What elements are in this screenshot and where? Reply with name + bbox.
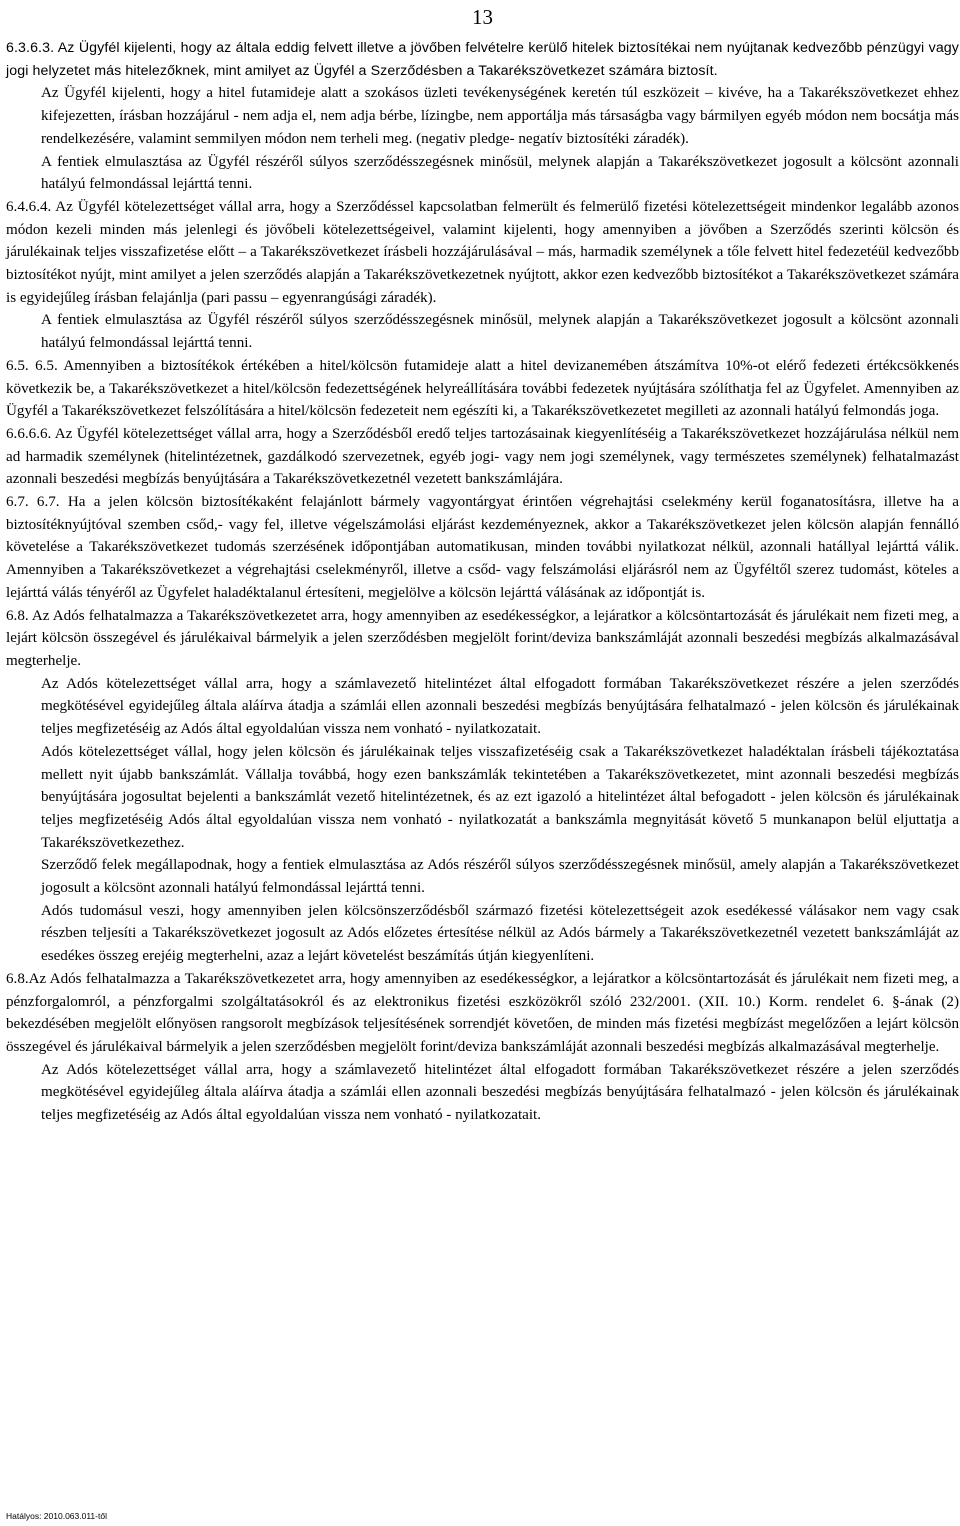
- document-body: [6, 37, 959, 1127]
- paragraph: Az Adós kötelezettséget vállal arra, hogy a számlavezető hitelintézet által elfogadott formában Takarékszövetkezet részére a jelen szerződés megkötésével egyidejűleg általa aláírva átadja a számlái ellen azonnali beszedési megbízás benyújtására felhatalmazó - jelen kölcsön és járulékainak teljes megfizetéséig az Adós által egyoldalúan vissza nem vonható - nyilatkozatait.: [41, 1061, 959, 1124]
- page-number: 13: [472, 5, 493, 29]
- paragraph: Szerződő felek megállapodnak, hogy a fentiek elmulasztása az Adós részéről súlyos szerződésszegésnek minősül, amely alapján a Takarékszövetkezet jogosult a kölcsönt azonnali hatályú felmondással lejárttá tenni.: [41, 857, 959, 897]
- paragraph: 6.8.Az Adós felhatalmazza a Takarékszövetkezetet arra, hogy amennyiben az esedékességkor, a lejáratkor a kölcsöntartozását és járulékait nem fizeti meg, a pénzforgalomról, a pénzforgalmi szolgáltatásokról és az elektronikus fizetési eszközökről szóló 232/2001. (XII. 10.) Korm. rendelet 6. §-ának (2) bekezdésében megjelölt előnyösen rangsorolt megbízások teljesítésének sorrendjét követően, de minden más fizetési megbízást megelőzően a lejárt kölcsön összegével és járulékaival bármelyik a jelen szerződésben megjelölt forint/deviza bankszámláját azonnali beszedési megbízás alkalmazásával megterhelje.: [6, 970, 959, 1055]
- paragraph: Az Ügyfél kijelenti, hogy a hitel futamideje alatt a szokásos üzleti tevékenységének keretén túl eszközeit – kivéve, ha a Takarékszövetkezet ehhez kifejezetten, írásban hozzájárul - nem adja el, nem adja bérbe, lízingbe, nem apportálja más társaságba vagy bármilyen egyéb módon nem bocsátja más rendelkezésére, valamint semmilyen módon nem terheli meg. (negativ pledge- negatív biztosítéki záradék).: [41, 85, 959, 147]
- paragraph: 6.4.6.4. Az Ügyfél kötelezettséget vállal arra, hogy a Szerződéssel kapcsolatban felmerült és felmerülő fizetési kötelezettségeit mindenkor legalább azonos módon kezeli minden más jelenlegi és jövőbeli kötelezettségeivel, valamint kijelenti, hogy amennyiben a jövőben a Szerződés szerinti kölcsön és járulékainak teljes visszafizetése előtt – a Takarékszövetkezet írásbeli hozzájárulásával – más, harmadik személynek a tőle felvett hitel fedezetéül kedvezőbb biztosítékot nyújt, mint amilyet a jelen szerződés alapján a Takarékszövetkezetnek nyújtott, akkor ezen kedvezőbb biztosítékot a Takarékszövetkezet számára is egyidejűleg írásban felajánlja (pari passu – egyenrangúsági záradék).: [6, 198, 959, 306]
- paragraph: Adós tudomásul veszi, hogy amennyiben jelen kölcsönszerződésből származó fizetési kötelezettségeit azok esedékessé válásakor nem vagy csak részben teljesíti a Takarékszövetkezet jogosult az Adós előzetes értesítése nélkül az Adós bármely a Takarékszövetkezetnél vezetett bankszámláját az esedékes összeg erejéig megterhelni, azaz a lejárt követelést beszámítás útján kiegyenlíteni.: [41, 902, 959, 965]
- footer-effective-date: Hatályos: 2010.063.011-től: [6, 1511, 107, 1521]
- paragraph: Adós kötelezettséget vállal, hogy jelen kölcsön és járulékainak teljes visszafizetéséig csak a Takarékszövetkezet haladéktalan írásbeli tájékoztatása mellett nyit újabb bankszámlát. Vállalja továbbá, hogy ezen bankszámlák tekintetében a Takarékszövetkezetet, mint azonnali beszedési megbízás benyújtására jogosultat bejelenti a bankszámlát vezető hitelintézetnek, és az ezt igazoló a hitelintézet által befogadott - jelen kölcsön és járulékainak teljes megfizetéséig Adós által egyoldalúan vissza nem vonható - nyilatkozatát a bankszámla megnyitását követő 5 munkanapon belül eljuttatja a Takarékszövetkezethez.: [41, 743, 959, 851]
- paragraph: 6.3.6.3. Az Ügyfél kijelenti, hogy az általa eddig felvett illetve a jövőben felvételre kerülő hitelek biztosítékai nem nyújtanak kedvezőbb pénzügyi vagy jogi helyzetet más hitelezőknek, mint amilyet az Ügyfél a Szerződésben a Takarékszövetkezet számára biztosít.: [6, 40, 959, 79]
- paragraph: A fentiek elmulasztása az Ügyfél részéről súlyos szerződésszegésnek minősül, melynek alapján a Takarékszövetkezet jogosult a kölcsönt azonnali hatályú felmondással lejárttá tenni.: [41, 153, 959, 193]
- paragraph: Az Adós kötelezettséget vállal arra, hogy a számlavezető hitelintézet által elfogadott formában Takarékszövetkezet részére a jelen szerződés megkötésével egyidejűleg általa aláírva átadja a számlái ellen azonnali beszedési megbízás benyújtására felhatalmazó - jelen kölcsön és járulékainak teljes megfizetéséig az Adós által egyoldalúan vissza nem vonható - nyilatkozatait.: [41, 675, 959, 738]
- paragraph: 6.6.6.6. Az Ügyfél kötelezettséget vállal arra, hogy a Szerződésből eredő teljes tartozásainak kiegyenlítéséig a Takarékszövetkezet hozzájárulása nélkül nem ad harmadik személynek (hitelintézetnek, gazdálkodó szervezetnek, egyéb jogi- vagy nem jogi személynek, vagy természetes személynek) felhatalmazást azonnali beszedési megbízás benyújtására a Takarékszövetkezetnél vezetett bankszámlájára.: [6, 425, 959, 488]
- paragraph: 6.7. 6.7. Ha a jelen kölcsön biztosítékaként felajánlott bármely vagyontárgyat érintően végrehajtási cselekmény kerül foganatosításra, illetve ha a biztosítéknyújtóval szemben csőd,- vagy fel, illetve végelszámolási eljárást kezdeményeznek, akkor a Takarékszövetkezet jelen kölcsön alapján fennálló követelése a Takarékszövetkezet tudomás szerzésének időpontjában automatikusan, minden további nyilatkozat nélkül, azonnali hatállyal lejárttá válik. Amennyiben a Takarékszövetkezet a végrehajtási cselekményről, illetve a csőd- vagy felszámolási eljárásról nem az Ügyféltől szerez tudomást, köteles a lejárttá válás tényéről az Ügyfelet haladéktalanul értesíteni, megjelölve a kölcsön lejárttá válásának az időpontját is.: [6, 494, 959, 601]
- paragraph: 6.5. 6.5. Amennyiben a biztosítékok értékében a hitel/kölcsön futamideje alatt a hitel devizanemében átszámítva 10%-ot elérő fedezeti értékcsökkenés következik be, a Takarékszövetkezet a hitel/kölcsön fedezettségének helyreállítására további fedezetek nyújtására szólíthatja fel az Ügyfelet. Amennyiben az Ügyfél a Takarékszövetkezet felszólítására a hitel/kölcsön fedezeteit nem egészíti ki, a Takarékszövetkezetet megilleti az azonnali hatályú felmondás joga.: [6, 357, 959, 420]
- paragraph: 6.8. Az Adós felhatalmazza a Takarékszövetkezetet arra, hogy amennyiben az esedékességkor, a lejáratkor a kölcsöntartozását és járulékait nem fizeti meg, a lejárt kölcsön összegével és járulékaival bármelyik a jelen szerződésben megjelölt forint/deviza bankszámláját azonnali beszedési megbízás alkalmazásával megterhelje.: [6, 607, 959, 669]
- paragraph: A fentiek elmulasztása az Ügyfél részéről súlyos szerződésszegésnek minősül, melynek alapján a Takarékszövetkezet jogosult a kölcsönt azonnali hatályú felmondással lejárttá tenni.: [41, 312, 959, 352]
